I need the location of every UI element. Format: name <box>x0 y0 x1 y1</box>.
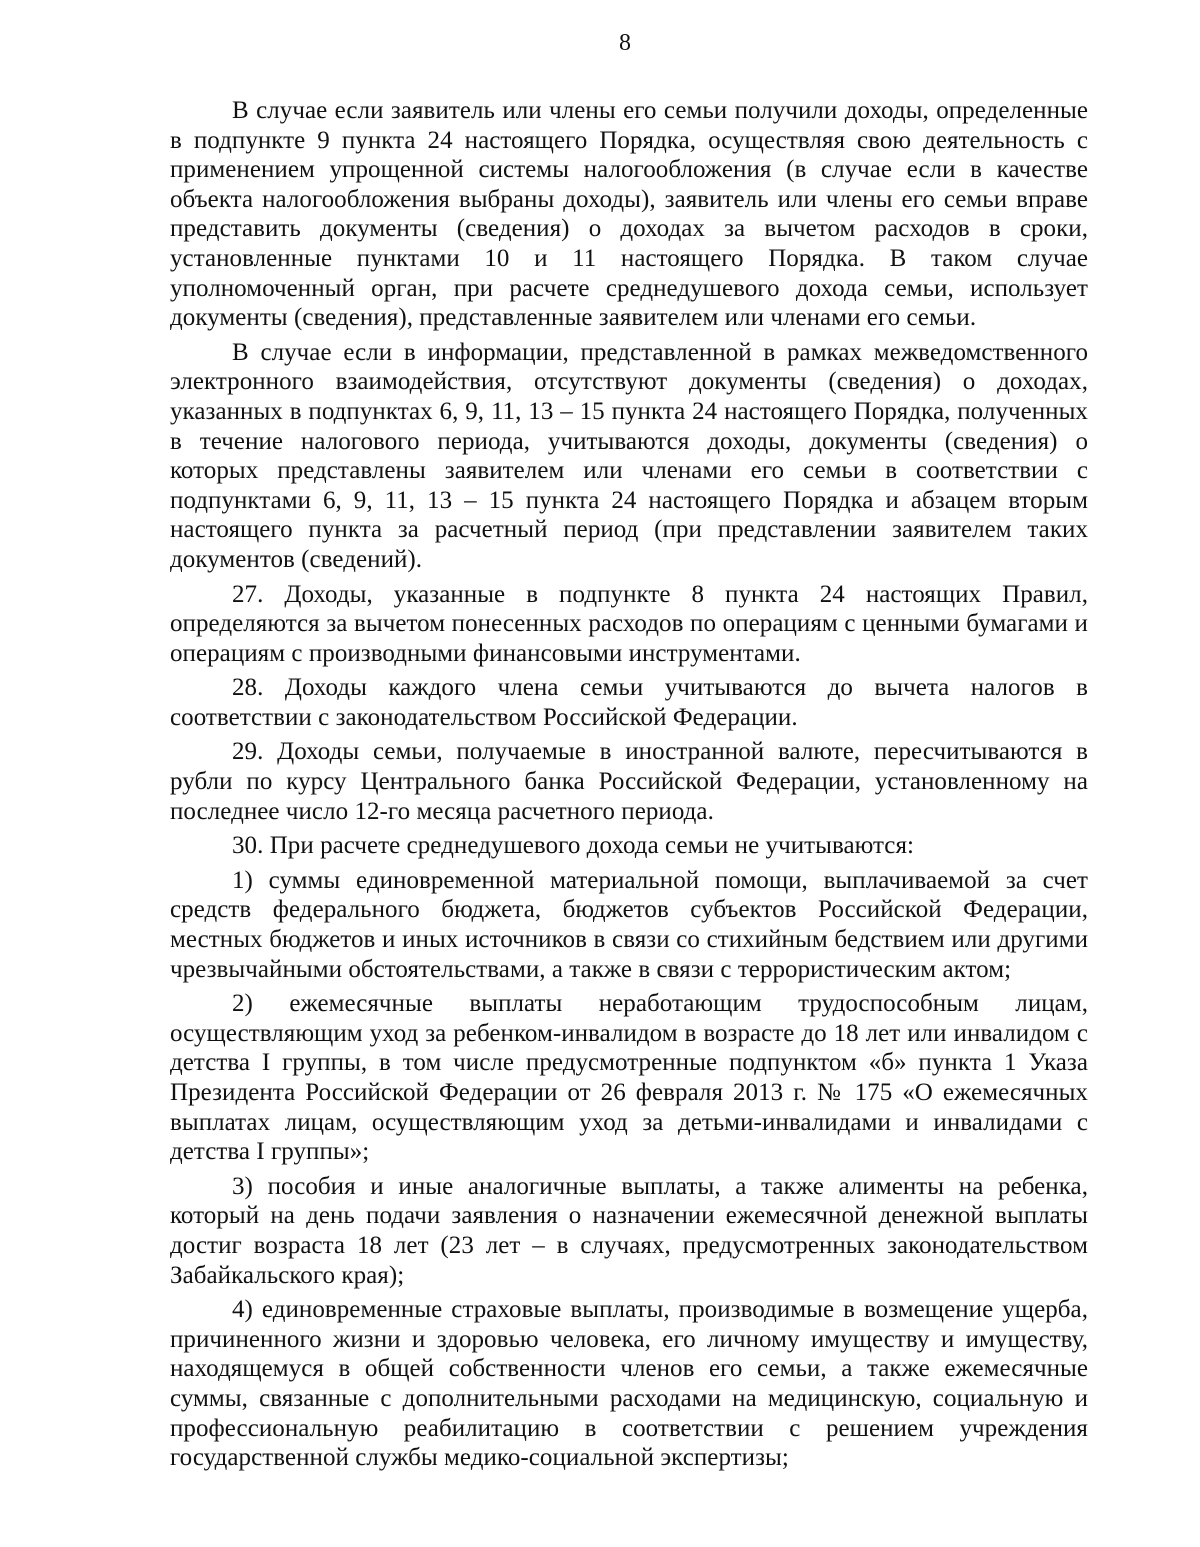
page-number: 8 <box>619 30 631 56</box>
document-body <box>170 96 1088 1478</box>
paragraph-simplified-tax-income: В случае если заявитель или члены его семьи получили доходы, определенные в подпункте 9 пункта 24 настоящего Порядка, осуществляя свою деятельность с применением упрощенной системы налогообложения (в случае если в качестве объекта налогообложения выбраны доходы), заявитель или члены его семьи вправе представить документы (сведения) о доходах за вычетом расходов в сроки, установленные пунктами 10 и 11 настоящего Порядка. В таком случае уполномоченный орган, при расчете среднедушевого дохода семьи, использует документы (сведения), представленные заявителем или членами его семьи. <box>170 97 1088 332</box>
paragraph-interagency-info: В случае если в информации, представленной в рамках межведомственного электронного взаимодействия, отсутствуют документы (сведения) о доходах, указанных в подпунктах 6, 9, 11, 13 – 15 пункта 24 настоящего Порядка, полученных в течение налогового периода, учитываются доходы, документы (сведения) о которых представлены заявителем или членами его семьи в соответствии с подпунктами 6, 9, 11, 13 – 15 пункта 24 настоящего Порядка и абзацем вторым настоящего пункта за расчетный период (при представлении заявителем таких документов (сведений). <box>170 338 1088 573</box>
list-item-1: 1) суммы единовременной материальной помощи, выплачиваемой за счет средств федерального бюджета, бюджетов субъектов Российской Федерации, местных бюджетов и иных источников в связи со стихийным бедствием или другими чрезвычайными обстоятельствами, а также в связи с террористическим актом; <box>170 866 1088 983</box>
list-item-3: 3) пособия и иные аналогичные выплаты, а также алименты на ребенка, который на день подачи заявления о назначении ежемесячной денежной выплаты достиг возраста 18 лет (23 лет – в случаях, предусмотренных законодательством Забайкальского края); <box>170 1172 1088 1289</box>
paragraph-28: 28. Доходы каждого члена семьи учитываются до вычета налогов в соответствии с законодательством Российской Федерации. <box>170 674 1088 731</box>
list-item-4: 4) единовременные страховые выплаты, производимые в возмещение ущерба, причиненного жизни и здоровью человека, его личному имуществу и имуществу, находящемуся в общей собственности членов его семьи, а также ежемесячные суммы, связанные с дополнительными расходами на медицинскую, социальную и профессиональную реабилитацию в соответствии с решением учреждения государственной службы медико-социальной экспертизы; <box>170 1296 1088 1472</box>
list-item-2: 2) ежемесячные выплаты неработающим трудоспособным лицам, осуществляющим уход за ребенком-инвалидом в возрасте до 18 лет или инвалидом с детства I группы, в том числе предусмотренные подпунктом «б» пункта 1 Указа Президента Российской Федерации от 26 февраля 2013 г. № 175 «О ежемесячных выплатах лицам, осуществляющим уход за детьми-инвалидами и инвалидами с детства I группы»; <box>170 990 1088 1166</box>
paragraph-27: 27. Доходы, указанные в подпункте 8 пункта 24 настоящих Правил, определяются за вычетом понесенных расходов по операциям с ценными бумагами и операциям с производными финансовыми инструментами. <box>170 580 1088 667</box>
paragraph-30: 30. При расчете среднедушевого дохода семьи не учитываются: <box>232 832 915 860</box>
paragraph-29: 29. Доходы семьи, получаемые в иностранной валюте, пересчитываются в рубли по курсу Центрального банка Российской Федерации, установленному на последнее число 12-го месяца расчетного периода. <box>170 738 1088 825</box>
